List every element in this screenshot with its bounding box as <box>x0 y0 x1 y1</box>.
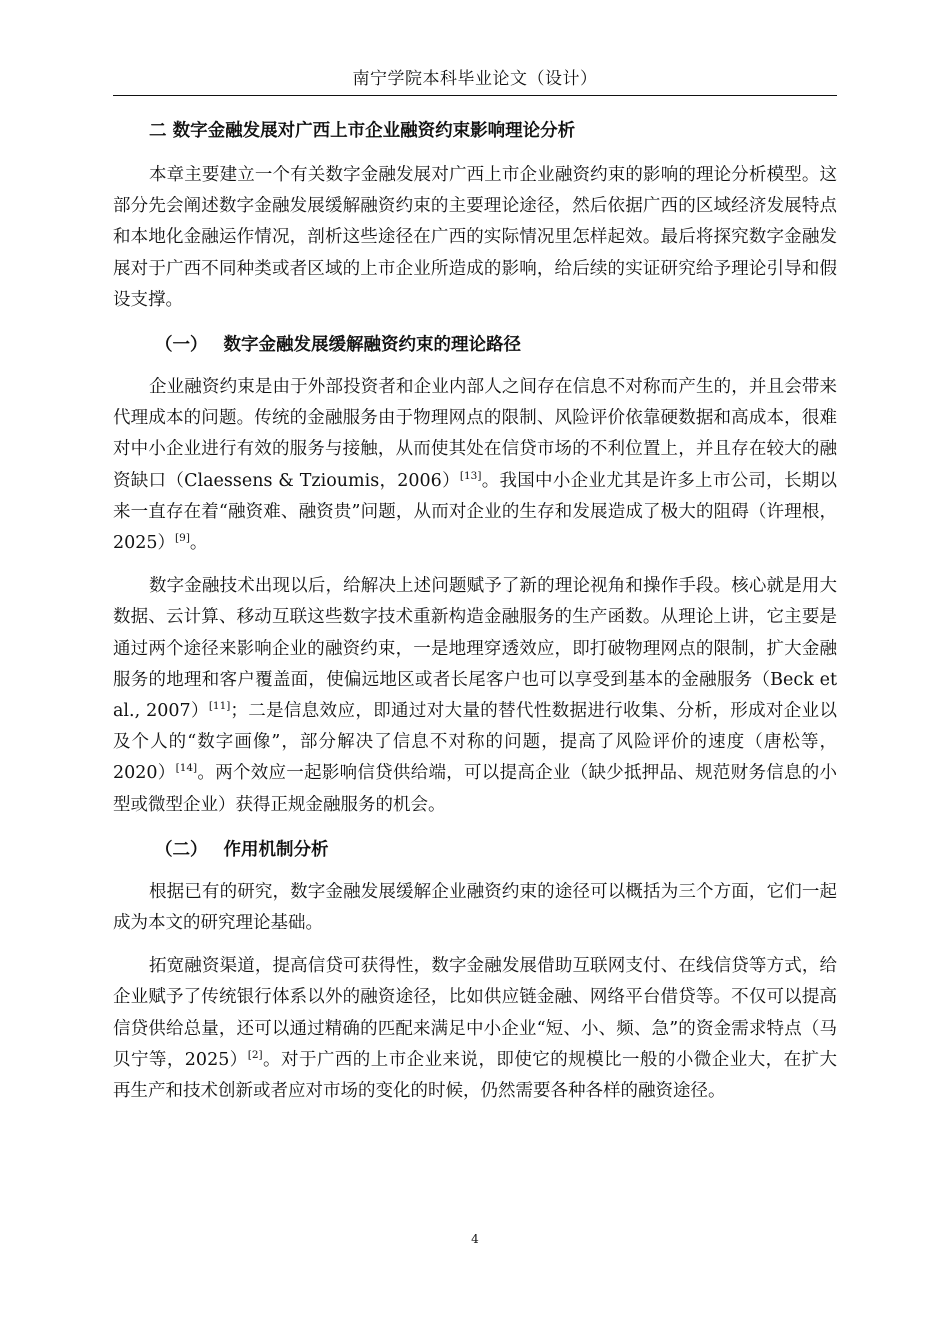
subsection-2-number: （二） <box>155 839 208 860</box>
paragraph-text: 数字金融技术出现以后，给解决上述问题赋予了新的理论视角和操作手段。核心就是用大数据、云计算、移动互联这些数字技术重新构造金融服务的生产函数。从理论上讲，它主要是通过两个途径来影响企业的融资约束，一是地理穿透效应，即打破物理网点的限制，扩大金融服务的地理和客户覆盖面，使偏远地区或者长尾客户也可以享受到基本的金融服务（Beck et al., 2007） <box>113 576 837 722</box>
subsection-2-title: 作用机制分析 <box>223 839 329 860</box>
subsection-1-number: （一） <box>155 335 208 356</box>
subsection-1-paragraph-1 <box>113 372 837 559</box>
paragraph-text: 。两个效应一起影响信贷供给端，可以提高企业（缺少抵押品、规范财务信息的小型或微型企业）获得正规金融服务的机会。 <box>113 763 837 815</box>
paragraph-text: 。 <box>189 533 208 554</box>
citation-13: [13] <box>459 469 482 482</box>
page-body <box>113 114 837 1119</box>
intro-paragraph: 本章主要建立一个有关数字金融发展对广西上市企业融资约束的影响的理论分析模型。这部分先会阐述数字金融发展缓解融资约束的主要理论途径，然后依据广西的区域经济发展特点和本地化金融运作情况，剖析这些途径在广西的实际情况里怎样起效。最后将探究数字金融发展对于广西不同种类或者区域的上市企业所造成的影响，给后续的实证研究给予理论引导和假设支撑。 <box>113 165 837 310</box>
header-rule <box>113 95 837 96</box>
paragraph-text: 。对于广西的上市企业来说，即使它的规模比一般的小微企业大，在扩大再生产和技术创新或者应对市场的变化的时候，仍然需要各种各样的融资途径。 <box>113 1049 837 1102</box>
subsection-1-heading <box>113 328 837 362</box>
paragraph-text: ；二是信息效应，即通过对大量的替代性数据进行收集、分析，形成对企业以及个人的“数字画像”，部分解决了信息不对称的问题，提高了风险评价的速度（唐松等，2020） <box>113 701 837 784</box>
citation-11: [11] <box>208 700 231 713</box>
citation-2: [2] <box>247 1048 263 1061</box>
subsection-2-paragraph-2 <box>113 951 837 1107</box>
subsection-1-paragraph-2 <box>113 571 837 821</box>
paragraph-text: 。我国中小企业尤其是许多上市公司，长期以来一直存在着“融资难、融资贵”问题，从而对企业的生存和发展造成了极大的阻碍（许理根，2025） <box>113 470 838 554</box>
subsection-1-title: 数字金融发展缓解融资约束的理论路径 <box>223 335 521 356</box>
paragraph-text: 企业融资约束是由于外部投资者和企业内部人之间存在信息不对称而产生的，并且会带来代理成本的问题。传统的金融服务由于物理网点的限制、风险评价依靠硬数据和高成本，很难对中小企业进行有效的服务与接触，从而使其处在信贷市场的不利位置上，并且存在较大的融资缺口（Claessens & Tzioumis，2006） <box>113 377 837 491</box>
citation-14: [14] <box>175 762 198 775</box>
subsection-2-heading <box>113 833 837 867</box>
citation-9: [9] <box>175 532 190 545</box>
paragraph-text: 拓宽融资渠道，提高信贷可获得性，数字金融发展借助互联网支付、在线信贷等方式，给企业赋予了传统银行体系以外的融资途径，比如供应链金融、网络平台借贷等。不仅可以提高信贷供给总量，还可以通过精确的匹配来满足中小企业“短、小、频、急”的资金需求特点（马贝宁等，2025） <box>113 956 837 1070</box>
subsection-2-paragraph-1: 根据已有的研究，数字金融发展缓解企业融资约束的途径可以概括为三个方面，它们一起成为本文的研究理论基础。 <box>113 881 837 934</box>
page-number: 4 <box>471 1232 479 1246</box>
running-header: 南宁学院本科毕业论文（设计） <box>352 69 598 89</box>
section-heading: 二 数字金融发展对广西上市企业融资约束影响理论分析 <box>149 121 576 141</box>
